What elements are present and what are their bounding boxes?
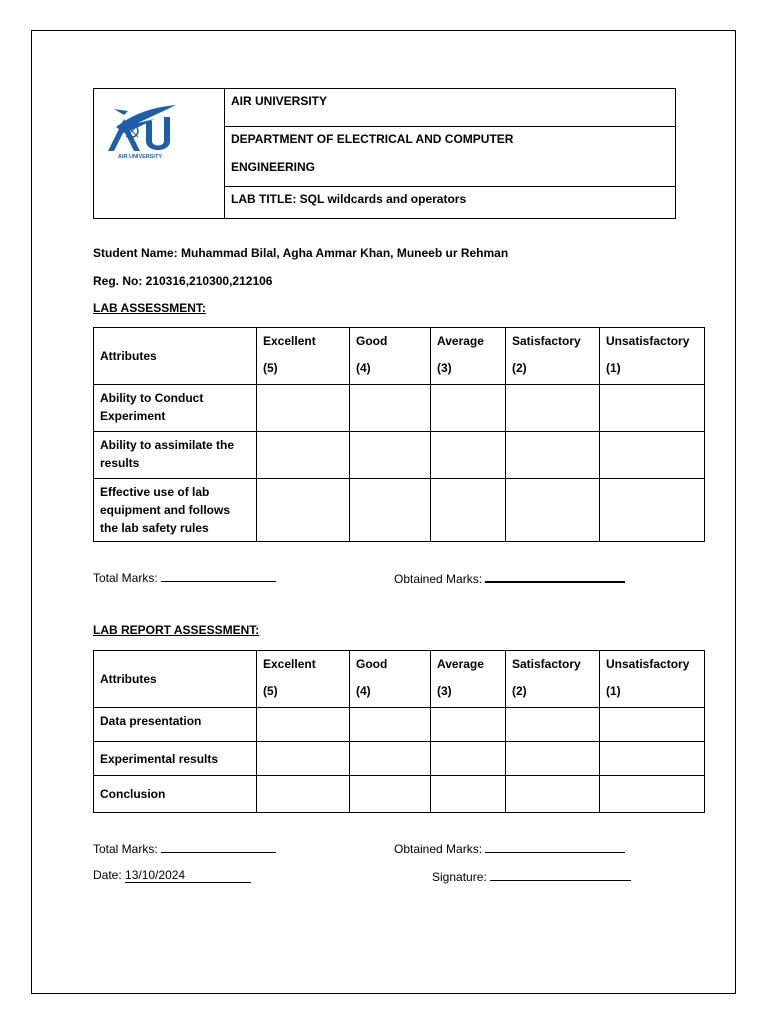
obtained-marks-label: Obtained Marks: [394,572,483,586]
score-cell[interactable] [350,742,431,776]
attributes-header: Attributes [94,328,257,385]
row-label: Ability to Conduct Experiment [94,385,257,432]
score-cell[interactable] [600,776,705,813]
score-cell[interactable] [506,776,600,813]
score-cell[interactable] [431,776,506,813]
attributes-header: Attributes [94,651,257,708]
score-cell[interactable] [350,708,431,742]
lab-assessment-title: LAB ASSESSMENT: [93,301,206,315]
score-cell[interactable] [431,385,506,432]
column-good: Good (4) [350,328,431,385]
header-row-university [225,89,675,127]
score-cell[interactable] [600,742,705,776]
table-row [94,742,705,776]
row-label: Ability to assimilate the results [94,432,257,479]
score-cell[interactable] [257,385,350,432]
score-cell[interactable] [350,432,431,479]
table-header-row [94,328,705,385]
air-university-logo [94,89,224,218]
score-cell[interactable] [600,385,705,432]
score-cell[interactable] [600,479,705,542]
score-cell[interactable] [257,432,350,479]
table-row [94,432,705,479]
total-marks-field[interactable] [161,569,276,582]
score-cell[interactable] [431,708,506,742]
header-row-lab-title [225,187,675,218]
signature-line [432,868,631,884]
department-line-2: ENGINEERING [231,160,316,174]
header-table [93,88,676,219]
report-obtained-marks [394,840,625,856]
date-field[interactable] [125,868,251,883]
score-cell[interactable] [257,776,350,813]
table-row [94,385,705,432]
score-cell[interactable] [506,479,600,542]
column-good: Good (4) [350,651,431,708]
lab-title: LAB TITLE: SQL wildcards and operators [231,192,467,206]
column-unsatisfactory: Unsatisfactory (1) [600,328,705,385]
total-marks-label: Total Marks: [93,571,158,585]
report-assessment-table [93,650,705,813]
header-row-department [225,127,675,187]
score-cell[interactable] [257,708,350,742]
column-satisfactory: Satisfactory (2) [506,328,600,385]
score-cell[interactable] [506,742,600,776]
lab-obtained-marks [394,569,625,586]
logo-text: AIR UNIVERSITY [117,154,163,160]
obtained-marks-field[interactable] [485,840,625,853]
table-row [94,708,705,742]
column-average: Average (3) [431,651,506,708]
row-label: Experimental results [94,742,257,776]
total-marks-field[interactable] [161,840,276,853]
score-cell[interactable] [600,432,705,479]
lab-assessment-table [93,327,705,542]
score-cell[interactable] [350,385,431,432]
score-cell[interactable] [506,708,600,742]
lab-total-marks [93,569,276,585]
score-cell[interactable] [350,479,431,542]
table-header-row [94,651,705,708]
report-assessment-title: LAB REPORT ASSESSMENT: [93,623,260,637]
row-label: Effective use of lab equipment and follows the lab safety rules [94,479,257,542]
date-line [93,868,251,883]
report-total-marks [93,840,276,856]
score-cell[interactable] [431,742,506,776]
obtained-marks-field[interactable] [485,569,625,583]
table-row [94,776,705,813]
score-cell[interactable] [350,776,431,813]
column-average: Average (3) [431,328,506,385]
university-name: AIR UNIVERSITY [231,94,328,108]
score-cell[interactable] [431,432,506,479]
column-excellent: Excellent (5) [257,651,350,708]
student-name: Student Name: Muhammad Bilal, Agha Ammar Khan, Muneeb ur Rehman [93,246,509,260]
column-excellent: Excellent (5) [257,328,350,385]
total-marks-label: Total Marks: [93,842,158,856]
score-cell[interactable] [506,385,600,432]
signature-field[interactable] [490,868,631,881]
obtained-marks-label: Obtained Marks: [394,842,483,856]
logo-cell [94,89,225,218]
reg-number: Reg. No: 210316,210300,212106 [93,274,273,288]
date-label: Date: [93,868,122,882]
score-cell[interactable] [257,742,350,776]
row-label: Data presentation [94,708,257,742]
score-cell[interactable] [506,432,600,479]
column-unsatisfactory: Unsatisfactory (1) [600,651,705,708]
department-line-1: DEPARTMENT OF ELECTRICAL AND COMPUTER [231,132,514,146]
date-value: 13/10/2024 [125,868,186,882]
score-cell[interactable] [431,479,506,542]
signature-label: Signature: [432,870,487,884]
score-cell[interactable] [600,708,705,742]
table-row [94,479,705,542]
row-label: Conclusion [94,776,257,813]
column-satisfactory: Satisfactory (2) [506,651,600,708]
score-cell[interactable] [257,479,350,542]
